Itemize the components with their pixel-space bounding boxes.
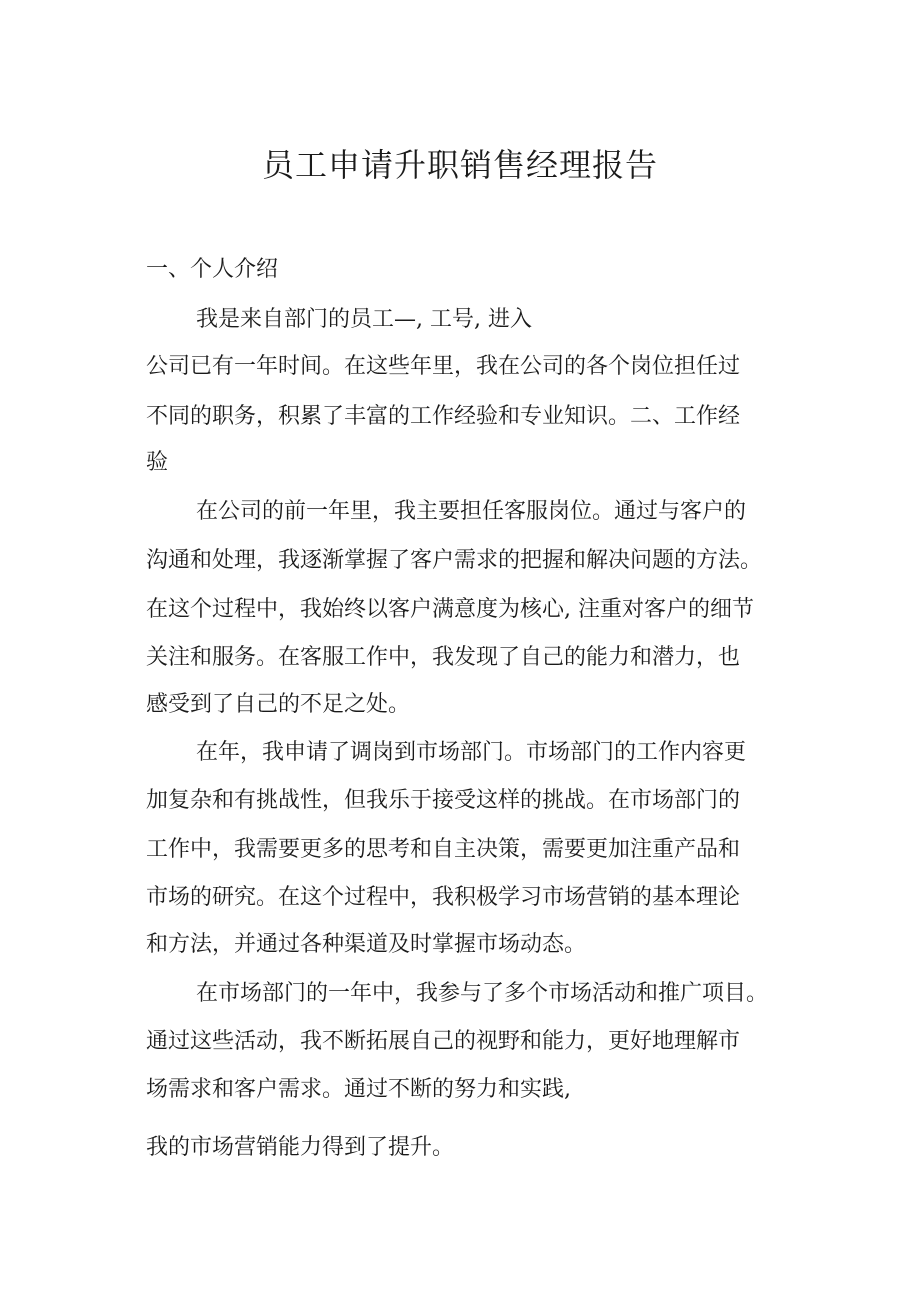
paragraph-line: 和方法，并通过各种渠道及时掌握市场动态。	[146, 932, 587, 957]
paragraph-line: 在这个过程中，我始终以客户满意度为核心, 注重对客户的细节	[146, 597, 754, 622]
paragraph-line: 我是来自部门的员工—, 工号, 进入	[196, 307, 532, 332]
paragraph-line: 验	[146, 450, 169, 475]
paragraph-line: 加复杂和有挑战性，但我乐于接受这样的挑战。在市场部门的	[146, 788, 741, 813]
section-heading-personal-intro: 一、个人介绍	[146, 257, 279, 282]
paragraph-line: 公司已有一年时间。在这些年里，我在公司的各个岗位担任过	[146, 354, 741, 379]
paragraph-line: 场需求和客户需求。通过不断的努力和实践,	[146, 1077, 571, 1102]
paragraph-line: 感受到了自己的不足之处。	[146, 692, 411, 717]
paragraph-line: 在年，我申请了调岗到市场部门。市场部门的工作内容更	[196, 740, 747, 765]
paragraph-line: 关注和服务。在客服工作中，我发现了自己的能力和潜力，也	[146, 645, 741, 670]
paragraph-line: 在公司的前一年里，我主要担任客服岗位。通过与客户的	[196, 499, 747, 524]
paragraph-line: 沟通和处理，我逐渐掌握了客户需求的把握和解决问题的方法。	[146, 548, 763, 573]
paragraph-line: 在市场部门的一年中，我参与了多个市场活动和推广项目。	[196, 981, 769, 1006]
paragraph-line: 不同的职务，积累了丰富的工作经验和专业知识。二、工作经	[146, 404, 741, 429]
document-title: 员工申请升职销售经理报告	[261, 146, 658, 184]
paragraph-line: 我的市场营销能力得到了提升。	[146, 1135, 455, 1160]
paragraph-line: 通过这些活动，我不断拓展自己的视野和能力，更好地理解市	[146, 1029, 741, 1054]
paragraph-line: 工作中，我需要更多的思考和自主决策，需要更加注重产品和	[146, 837, 741, 862]
paragraph-line: 市场的研究。在这个过程中，我积极学习市场营销的基本理论	[146, 885, 741, 910]
